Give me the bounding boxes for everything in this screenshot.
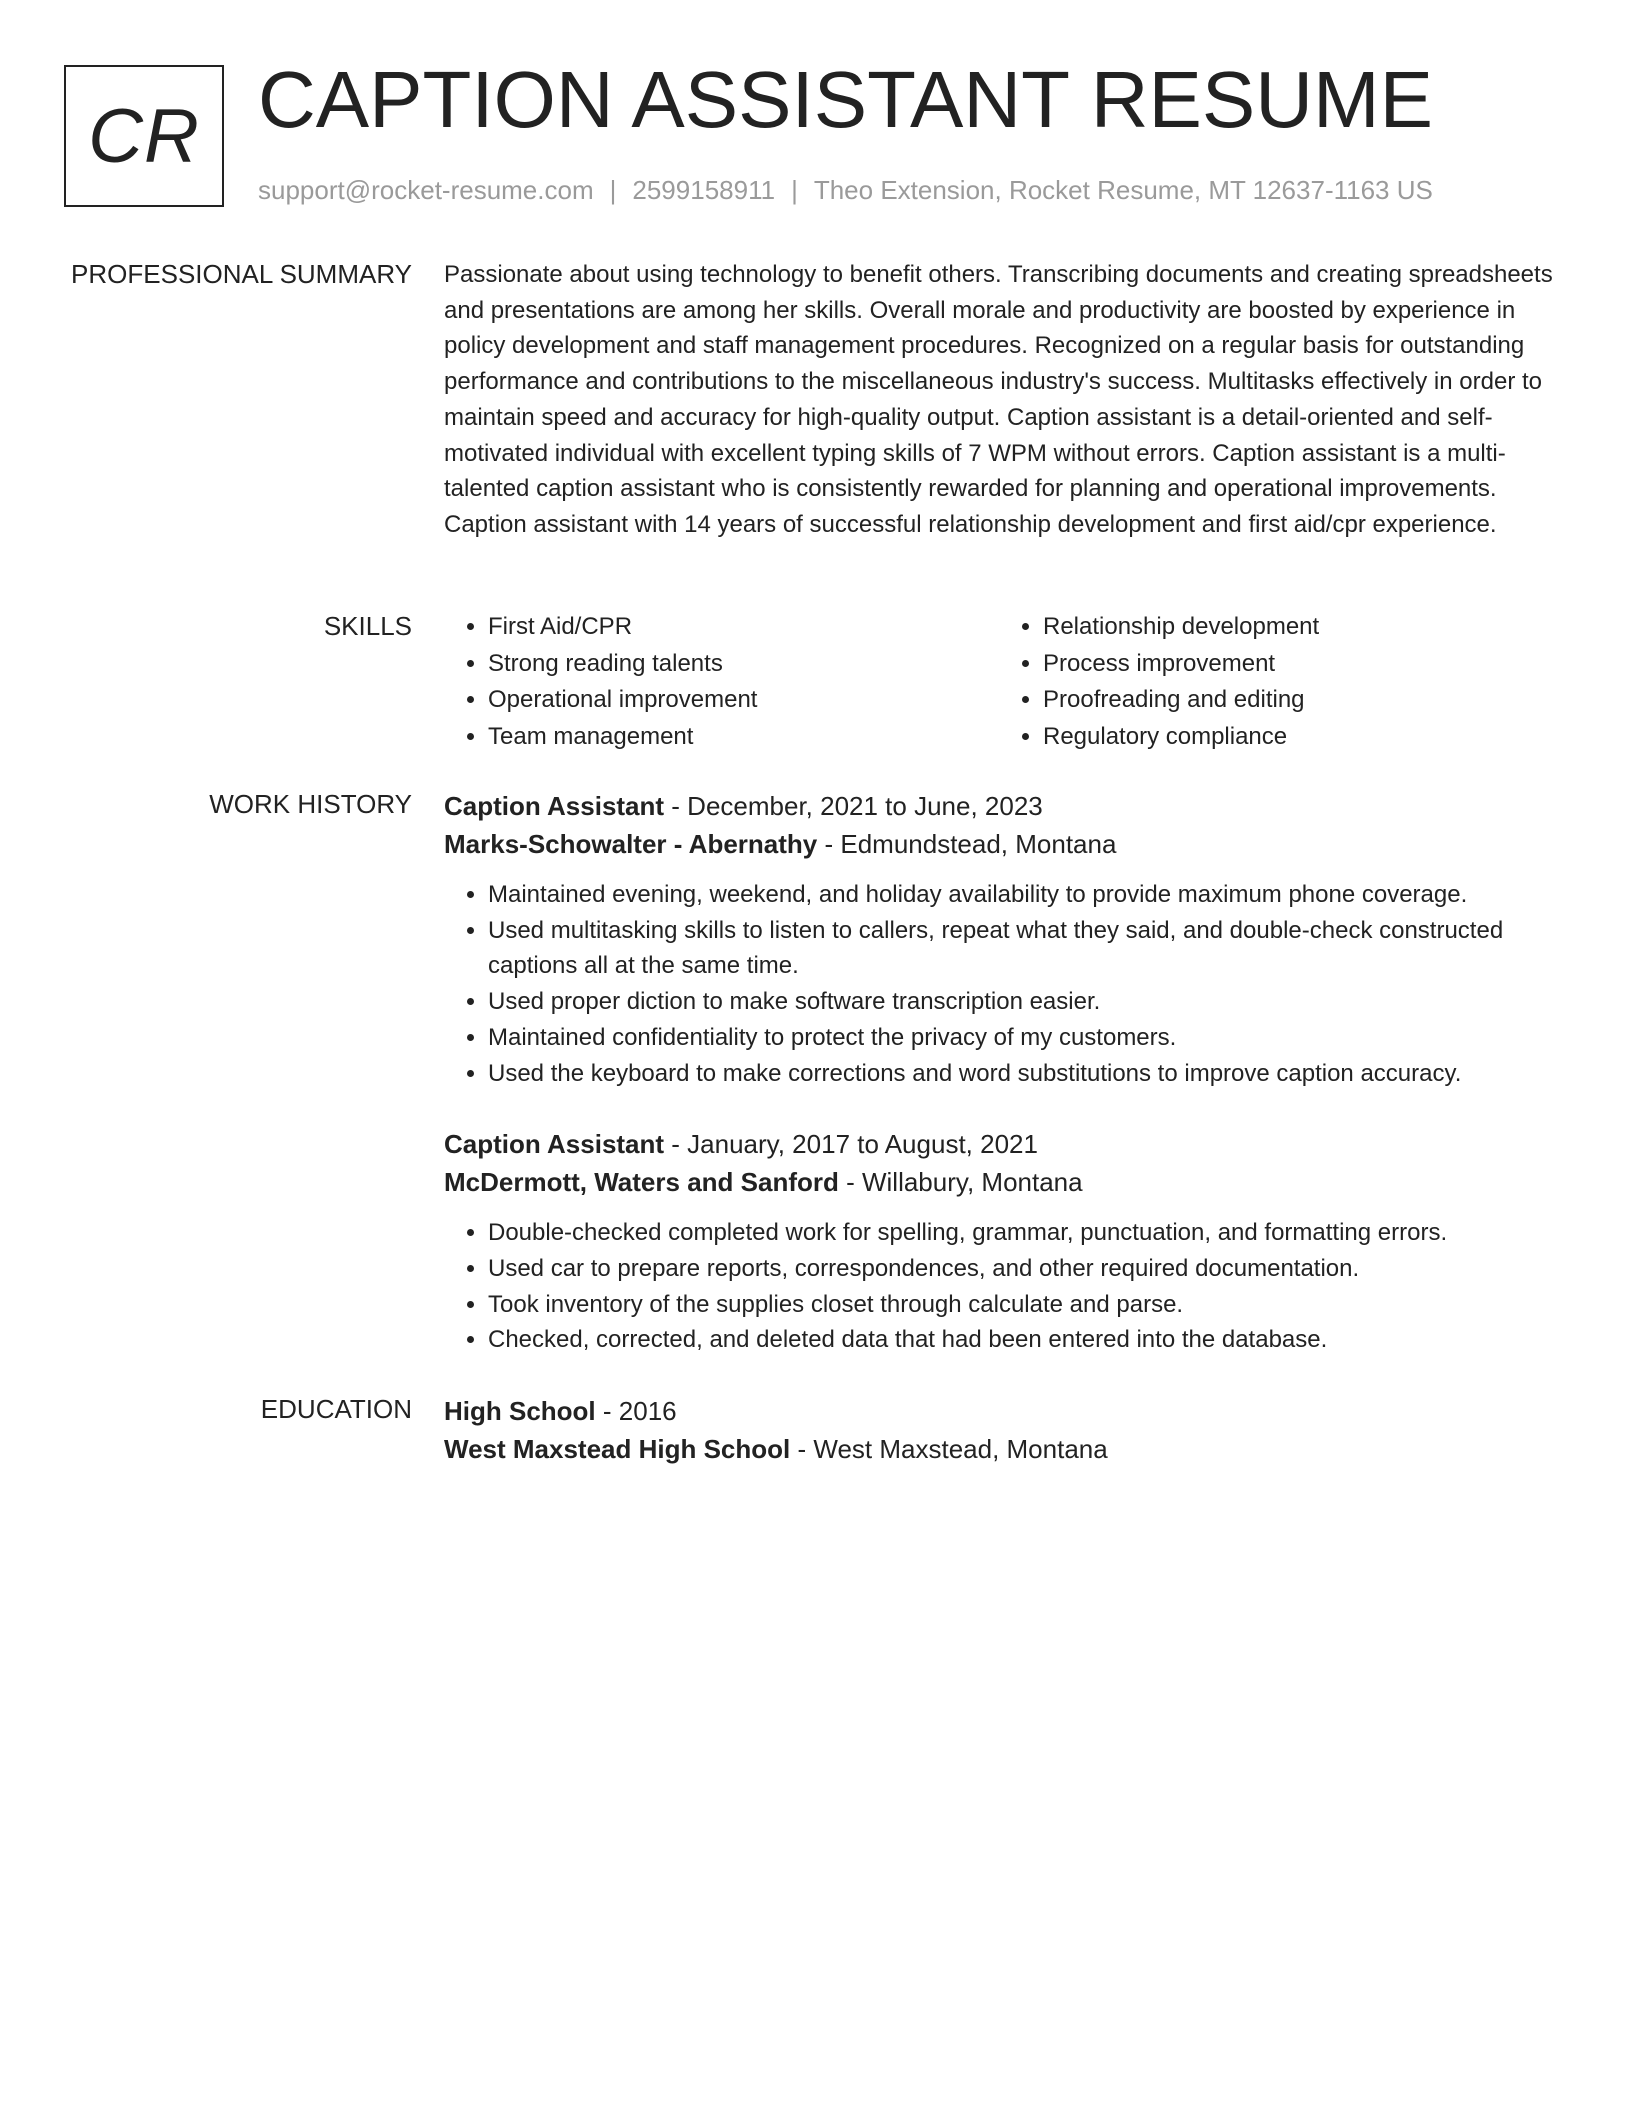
- job-location: - Edmundstead, Montana: [817, 829, 1117, 859]
- job-entry: [444, 1125, 1554, 1358]
- job-title: Caption Assistant: [444, 791, 665, 821]
- job-bullet-list: [444, 1215, 1554, 1358]
- education-school: West Maxstead High School: [444, 1434, 791, 1464]
- education-body: [444, 1392, 1554, 1468]
- education-year: - 2016: [595, 1396, 677, 1426]
- job-bullet: • Checked, corrected, and deleted data that had been entered into the database.: [488, 1322, 1554, 1358]
- work-history-body: [444, 787, 1554, 1358]
- skills-heading: SKILLS: [323, 611, 412, 641]
- skill-item: • First Aid/CPR: [488, 609, 999, 646]
- monogram-badge: CR: [64, 65, 224, 207]
- job-location: - Willabury, Montana: [838, 1167, 1083, 1198]
- job-company: Marks-Schowalter - Abernathy: [444, 829, 818, 859]
- job-title-line: [444, 1125, 1554, 1163]
- contact-separator: |: [791, 175, 798, 205]
- job-title-line: [444, 787, 1554, 825]
- job-bullet-list: [444, 877, 1554, 1091]
- skill-item: • Operational improvement: [488, 682, 999, 719]
- work-history-heading: WORK HISTORY: [209, 789, 412, 819]
- skill-item: • Strong reading talents: [488, 646, 999, 683]
- job-bullet: • Maintained confidentiality to protect the privacy of my customers.: [488, 1020, 1554, 1056]
- skill-item: • Team management: [488, 719, 999, 756]
- skills-list-left: [444, 609, 999, 755]
- education-heading: EDUCATION: [260, 1394, 412, 1424]
- job-bullet: • Used proper diction to make software transcription easier.: [488, 984, 1554, 1020]
- job-bullet: • Used the keyboard to make corrections and word substitutions to improve caption accuracy.: [488, 1056, 1554, 1092]
- contact-separator: |: [609, 175, 617, 205]
- skills-list-right: [999, 609, 1554, 755]
- contact-line: [258, 173, 1433, 207]
- skill-item: • Relationship development: [1043, 609, 1554, 646]
- job-bullet: • Used multitasking skills to listen to callers, repeat what they said, and double-check constructed captions all at the same time.: [488, 913, 1554, 984]
- education-school-line: [444, 1430, 1554, 1468]
- job-bullet: • Took inventory of the supplies closet through calculate and parse.: [488, 1287, 1554, 1323]
- job-bullet: • Maintained evening, weekend, and holiday availability to provide maximum phone coverage.: [488, 877, 1554, 913]
- job-company-line: [444, 825, 1554, 863]
- job-title: Caption Assistant: [444, 1129, 665, 1160]
- summary-body: [444, 257, 1554, 543]
- job-dates: - January, 2017 to August, 2021: [664, 1129, 1038, 1160]
- skills-body: [444, 609, 1554, 755]
- skills-grid: [444, 609, 1554, 755]
- job-entry: [444, 787, 1554, 1091]
- job-bullet: • Double-checked completed work for spelling, grammar, punctuation, and formatting errors.: [488, 1215, 1554, 1251]
- education-degree: High School: [444, 1396, 596, 1426]
- skill-item: • Process improvement: [1043, 646, 1554, 683]
- summary-text: Passionate about using technology to benefit others. Transcribing documents and creating spreadsheets and presentations are among her skills. Overall morale and productivity are boosted by experience in policy development and staff management procedures. Recognized on a regular basis for outstanding performance and contributions to the miscellaneous industry's success. Multitasks effectively in order to maintain speed and accuracy for high-quality output. Caption assistant is a detail-oriented and self-motivated individual with excellent typing skills of 7 WPM without errors. Caption assistant is a multi-talented caption assistant who is consistently rewarded for planning and operational improvements. Caption assistant with 14 years of successful relationship development and first aid/cpr experience.: [444, 261, 1553, 538]
- education-location: - West Maxstead, Montana: [790, 1434, 1108, 1464]
- job-company-line: [444, 1163, 1554, 1201]
- skill-item: • Regulatory compliance: [1043, 719, 1554, 756]
- contact-phone: 2599158911: [632, 175, 776, 205]
- job-company: McDermott, Waters and Sanford: [444, 1167, 839, 1198]
- summary-heading: PROFESSIONAL SUMMARY: [71, 259, 412, 289]
- resume-title: CAPTION ASSISTANT RESUME: [258, 55, 1434, 144]
- contact-address: Theo Extension, Rocket Resume, MT 12637-1163 US: [813, 175, 1433, 205]
- job-dates: - December, 2021 to June, 2023: [664, 791, 1043, 821]
- contact-email: support@rocket-resume.com: [258, 175, 594, 205]
- skill-item: • Proofreading and editing: [1043, 682, 1554, 719]
- job-bullet: • Used car to prepare reports, correspondences, and other required documentation.: [488, 1251, 1554, 1287]
- education-degree-line: [444, 1392, 1554, 1430]
